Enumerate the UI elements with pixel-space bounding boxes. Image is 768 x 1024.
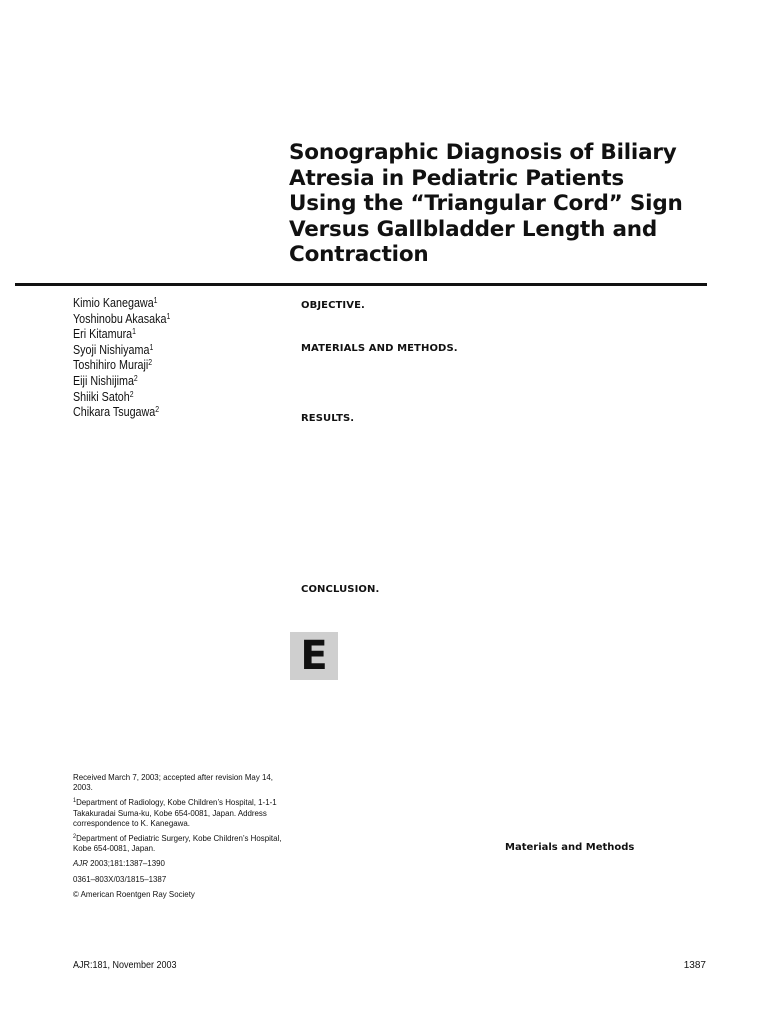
title-divider <box>15 283 707 286</box>
issn: 0361–803X/03/1815–1387 <box>73 873 167 884</box>
author-item: Eiji Nishijima$^2$ <box>73 373 138 388</box>
author-item: Chikara Tsugawa$^2$ <box>73 405 160 420</box>
affiliation-2: $^2$Department of Pediatric Surgery, Kobe Children’s Hospital, Kobe 654-0081, Japan. <box>73 833 282 854</box>
author-item: Kimio Kanegawa$^1$ <box>73 296 158 310</box>
author-item: Yoshinobu Akasaka$^1$ <box>73 311 171 326</box>
page-number: 1387 <box>683 960 706 971</box>
footer-journal: AJR:181, November 2003 <box>73 960 177 971</box>
title-line-3: Using the “Triangular Cord” Sign <box>289 191 683 216</box>
received-note: Received March 7, 2003; accepted after revision May 14, 2003. <box>73 772 273 793</box>
author-item: Toshihiro Muraji$^2$ <box>73 358 153 373</box>
title-line-5: Contraction <box>289 242 429 267</box>
author-item: Shiiki Satoh$^2$ <box>73 389 134 404</box>
affiliation-1: $^1$Department of Radiology, Kobe Children’s Hospital, 1-1-1 Takakuradai Suma-ku, Kobe 654-0081, Japan. Address correspondence to K. Kanegawa. <box>73 797 277 828</box>
title-line-2: Atresia in Pediatric Patients <box>289 165 625 191</box>
copyright: © American Roentgen Ray Society <box>73 888 195 899</box>
article-title <box>289 140 709 268</box>
author-item: Syoji Nishiyama$^1$ <box>73 342 154 357</box>
article-notes <box>73 772 285 904</box>
conclusion-heading: CONCLUSION. <box>301 584 380 595</box>
materials-methods-heading: MATERIALS AND METHODS. <box>301 343 458 354</box>
objective-heading: OBJECTIVE. <box>301 300 365 311</box>
title-line-4: Versus Gallbladder Length and <box>289 216 658 242</box>
results-heading: RESULTS. <box>301 413 355 424</box>
drop-cap: E <box>290 632 338 680</box>
citation: AJR 2003;181:1387–1390 <box>73 858 165 869</box>
author-list <box>73 296 170 421</box>
section-heading: Materials and Methods <box>505 842 635 853</box>
author-item: Eri Kitamura$^1$ <box>73 327 136 342</box>
title-line-1: Sonographic Diagnosis of Biliary <box>289 140 677 165</box>
